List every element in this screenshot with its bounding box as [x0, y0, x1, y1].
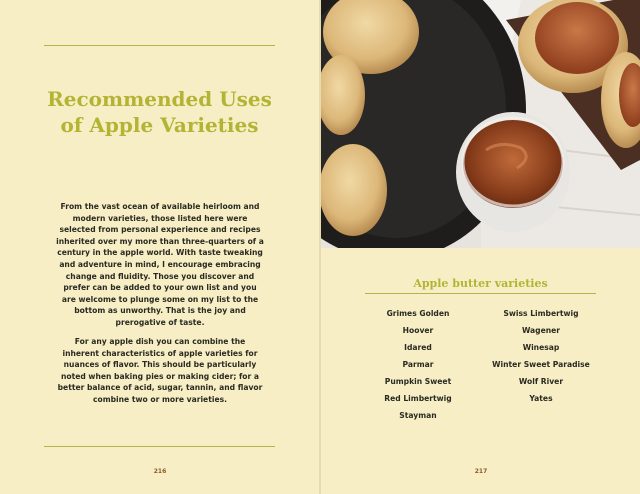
variety-item: Swiss Limbertwig	[503, 309, 579, 318]
page-number-left: 216	[153, 468, 167, 475]
variety-item: Parmar	[402, 360, 434, 369]
variety-item: Wolf River	[518, 377, 564, 386]
section-rule	[365, 293, 596, 294]
varieties-column-1	[353, 308, 483, 427]
varieties-column-2	[476, 308, 606, 410]
variety-item: Red Limbertwig	[384, 394, 452, 403]
variety-item: Hoover	[402, 326, 434, 335]
biscuits-with-apple-butter-photo	[321, 0, 640, 248]
variety-item: Yates	[529, 394, 553, 403]
variety-item: Winesap	[522, 343, 560, 352]
page-number-right: 217	[474, 468, 488, 475]
bottom-rule	[44, 446, 275, 447]
variety-item: Winter Sweet Paradise	[492, 360, 590, 369]
left-page	[0, 0, 319, 494]
top-rule	[44, 45, 275, 46]
right-page	[321, 0, 640, 494]
combination-paragraph: For any apple dish you can combine the inherent characteristics of apple varieties for nuances of flavor. This should be particularly noted when baking pies or making cider; for a better balance of acid, sugar, tannin, and flavor combine two or more varieties.	[57, 337, 263, 404]
variety-item: Wagener	[521, 326, 561, 335]
page-title: Recommended Uses of Apple Varieties	[47, 87, 272, 137]
variety-item: Idared	[404, 343, 432, 352]
variety-item: Grimes Golden	[386, 309, 450, 318]
variety-item: Stayman	[399, 411, 437, 420]
variety-item: Pumpkin Sweet	[384, 377, 452, 386]
section-heading: Apple butter varieties	[413, 277, 548, 290]
intro-paragraph: From the vast ocean of available heirloom and modern varieties, those listed here were selected from personal experience and recipes inherited over my more than three-quarters of a century in the apple world. With taste tweaking and adventure in mind, I encourage embracing change and fluidity. Those you discover and prefer can be added to your own list and you are welcome to plunge some on my list to the bottom as unworthy. That is the joy and prerogative of taste.	[56, 202, 264, 327]
